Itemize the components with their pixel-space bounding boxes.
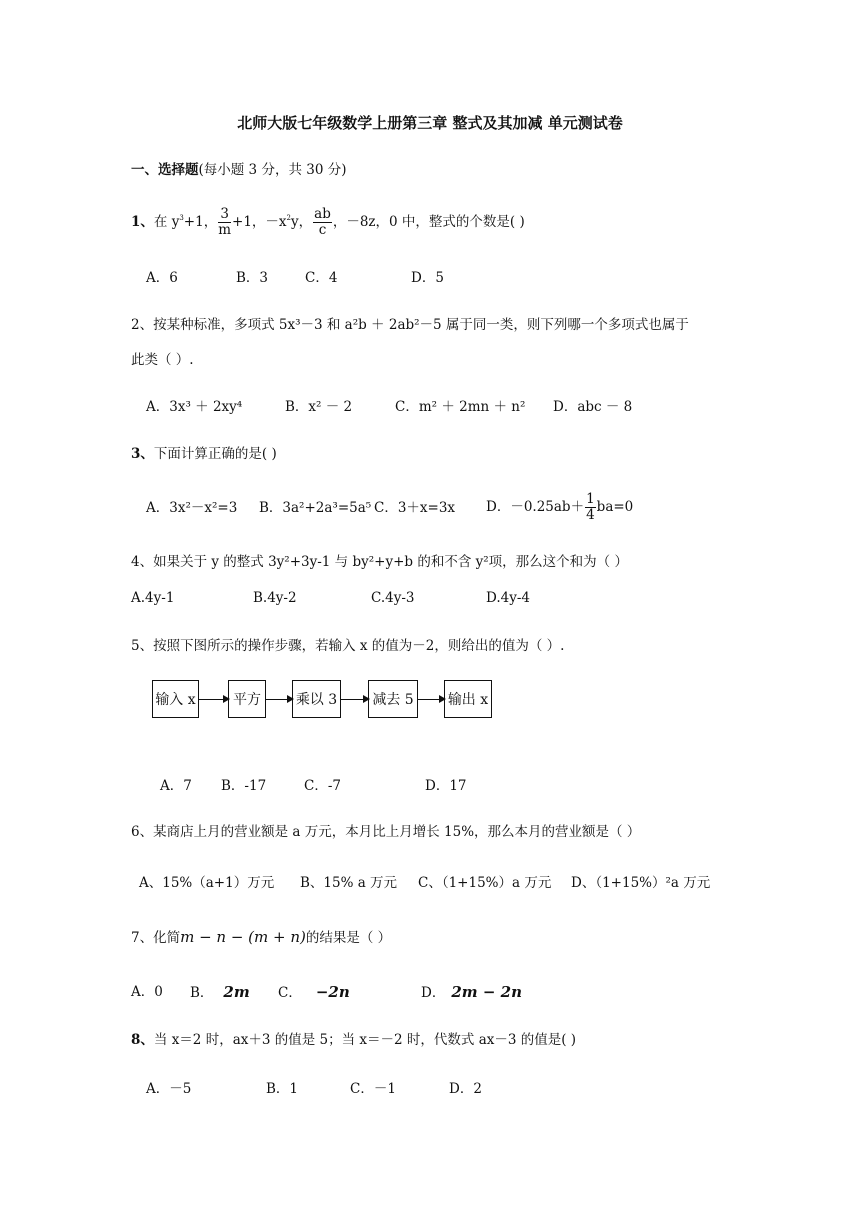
- q3-stem: 下面计算正确的是( ): [153, 446, 277, 462]
- section-label: 一、选择题: [131, 162, 199, 178]
- q1-text-c: +1，－x: [232, 214, 287, 230]
- flow-arrow-1: [199, 699, 228, 700]
- q8-option-b: B．1: [266, 1081, 299, 1097]
- q7-option-b: B． 2m: [190, 983, 250, 1001]
- q7-option-c-expr: −2n: [315, 983, 350, 1001]
- question-8: [131, 1030, 576, 1050]
- q7-option-d: D． 2m − 2n: [421, 983, 522, 1001]
- flow-arrow-2: [266, 699, 292, 700]
- q1-number: 1、: [131, 214, 154, 230]
- flow-arrow-4: [418, 699, 444, 700]
- section-note: (每小题 3 分，共 30 分): [198, 162, 347, 178]
- q8-option-d: D．2: [449, 1081, 482, 1097]
- q5-option-d: D．17: [425, 778, 467, 794]
- q4-option-a: A.4y-1: [131, 590, 175, 606]
- q7-stem-pre: 7、化简: [131, 930, 181, 946]
- q2-option-d: D．abc － 8: [553, 399, 633, 415]
- q4-option-b: B.4y-2: [253, 590, 297, 606]
- q5-option-a: A．7: [160, 778, 192, 794]
- q8-number: 8、: [131, 1032, 154, 1048]
- q3-number: 3、: [131, 446, 154, 462]
- q7-option-a: A．0: [131, 984, 163, 1000]
- q8-stem: 当 x＝2 时，ax＋3 的值是 5；当 x＝－2 时，代数式 ax－3 的值是( ): [153, 1032, 577, 1048]
- q3-option-c: C．3＋x=3x: [374, 500, 456, 516]
- q4-stem: 4、如果关于 y 的整式 3y²+3y-1 与 by²+y+b 的和不含 y²项，那么这个和为（ ）: [131, 554, 628, 570]
- q3-option-d: [486, 490, 633, 524]
- flow-arrow-3: [341, 699, 368, 700]
- q1-fraction-ab-over-c: $\frac{ab}{c}$: [314, 206, 331, 238]
- section-heading: [131, 160, 346, 180]
- q1-text-d: y，: [291, 214, 313, 230]
- q7-expression: m − n − (m + n): [180, 928, 306, 946]
- q6-option-b: B、15% a 万元: [300, 875, 398, 891]
- q3-option-d-pre: D．－0.25ab＋: [486, 499, 585, 515]
- q7-option-b-expr: 2m: [223, 983, 250, 1001]
- flow-box-input: 输入 x: [152, 680, 199, 718]
- q4-option-d: D.4y-4: [486, 590, 531, 606]
- flow-box-multiply: 乘以 3: [292, 680, 341, 718]
- q3-fraction-1-over-4: $\frac{1}{4}$: [586, 491, 595, 523]
- q1-text-e: ，－8z，0 中，整式的个数是( ): [332, 214, 525, 230]
- q1-option-a: A．6: [146, 270, 178, 286]
- q2-option-c: C．m² ＋ 2mn ＋ n²: [395, 399, 526, 415]
- q5-stem: 5、按照下图所示的操作步骤，若输入 x 的值为－2，则给出的值为（ ）.: [131, 638, 565, 654]
- flow-box-subtract: 减去 5: [368, 680, 418, 718]
- q2-option-b: B．x² － 2: [285, 399, 353, 415]
- q6-option-d: D、（1+15%）²a 万元: [571, 875, 711, 891]
- q3-option-a: A．3x²－x²=3: [146, 500, 238, 516]
- q6-option-c: C、（1+15%）a 万元: [418, 875, 552, 891]
- page-title: 北师大版七年级数学上册第三章 整式及其加减 单元测试卷: [237, 114, 623, 132]
- q3-option-b: B．3a²+2a³=5a⁵: [259, 500, 372, 516]
- question-1: 1、在 $y^3+1$， $\frac{3}{m}$ +1，$-x^2y$， $\frac{ab}{c}$ ，－8z，0 中，整式的个数是( ): [131, 206, 525, 238]
- question-3: [131, 444, 277, 464]
- q7-stem-post: 的结果是（ ）: [305, 930, 392, 946]
- question-7: [131, 927, 391, 948]
- q4-option-c: C.4y-3: [371, 590, 415, 606]
- q3-option-d-post: ba=0: [596, 499, 634, 515]
- q1-option-c: C．4: [305, 270, 338, 286]
- q5-option-c: C．-7: [304, 778, 341, 794]
- q8-option-c: C．－1: [350, 1081, 396, 1097]
- q2-stem-line2: 此类（ ）.: [131, 352, 194, 368]
- q8-option-a: A．－5: [146, 1081, 192, 1097]
- q5-option-b: B．-17: [221, 778, 267, 794]
- flow-box-output: 输出 x: [444, 680, 492, 718]
- q1-option-d: D．5: [411, 270, 444, 286]
- q6-stem: 6、某商店上月的营业额是 a 万元，本月比上月增长 15%，那么本月的营业额是（ ）: [131, 824, 641, 840]
- q2-option-a: A．3x³ ＋ 2xy⁴: [146, 399, 243, 415]
- q2-stem-line1: 2、按某种标准，多项式 5x³－3 和 a²b ＋ 2ab²－5 属于同一类，则下列哪一个多项式也属于: [131, 317, 689, 333]
- q1-text-b: +1，: [183, 214, 218, 230]
- q7-option-d-expr: 2m − 2n: [451, 983, 522, 1001]
- q7-option-c: C． −2n: [278, 983, 350, 1001]
- q6-option-a: A、15%（a+1）万元: [139, 875, 275, 891]
- q1-text-a: 在 y: [153, 214, 180, 230]
- q1-option-b: B．3: [236, 270, 269, 286]
- flow-box-square: 平方: [228, 680, 266, 718]
- q1-fraction-3-over-m: $\frac{3}{m}$: [218, 206, 232, 238]
